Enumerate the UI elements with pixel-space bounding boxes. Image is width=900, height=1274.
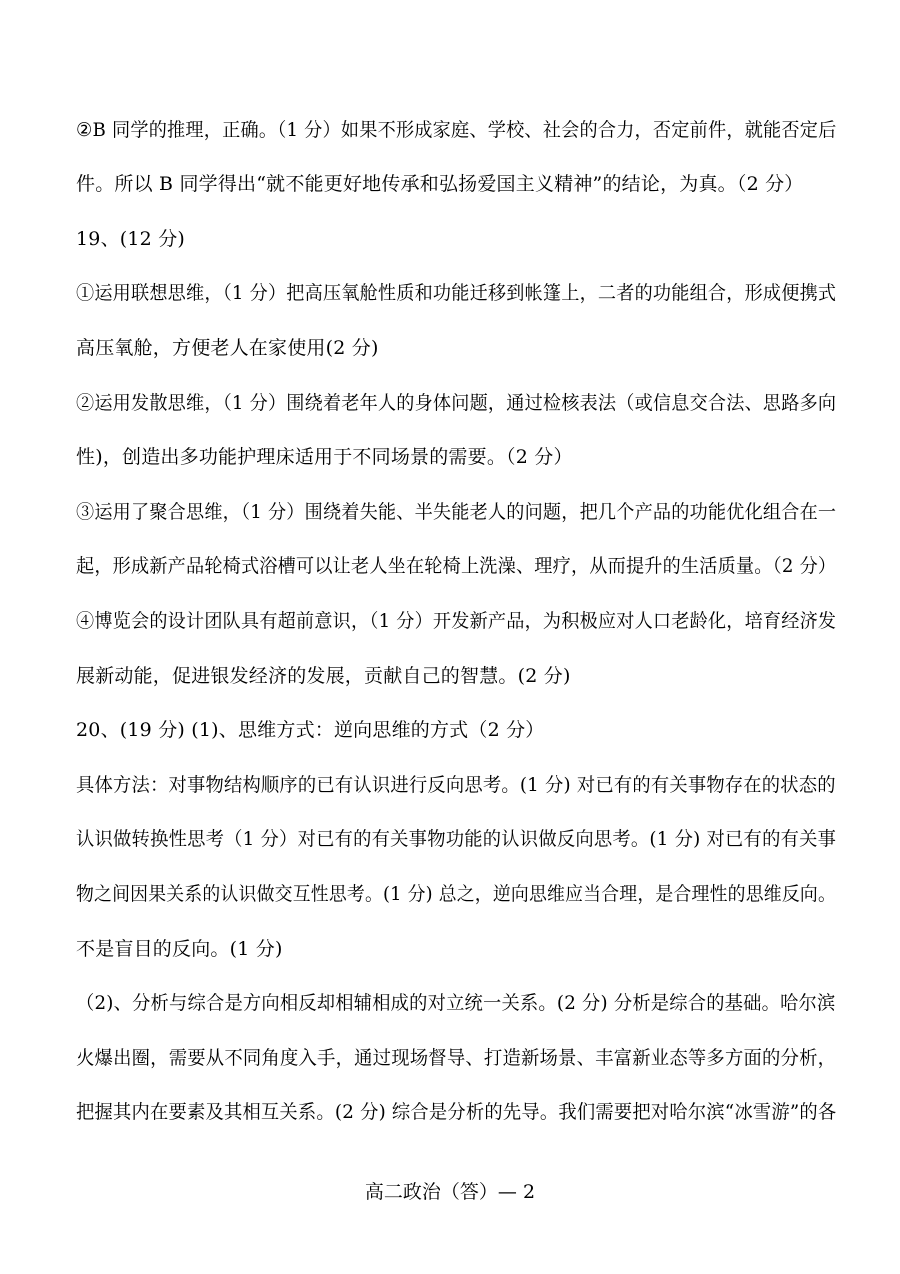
text-line: 件。所以 B 同学得出“就不能更好地传承和弘扬爱国主义精神”的结论，为真。（2 分） [76, 173, 804, 195]
page-footer: 高二政治（答）— 2 [364, 1181, 536, 1203]
text-line: ④博览会的设计团队具有超前意识，（1 分）开发新产品，为积极应对人口老龄化，培育经济发 [76, 610, 837, 632]
text-line: 性)，创造出多功能护理床适用于不同场景的需要。（2 分） [76, 446, 573, 468]
text-line: （2)、分析与综合是方向相反却相辅相成的对立统一关系。(2 分) 分析是综合的基础。哈尔滨 [76, 992, 836, 1014]
text-line: 物之间因果关系的认识做交互性思考。(1 分) 总之，逆向思维应当合理，是合理性的思维反向。 [76, 883, 837, 905]
text-line: 把握其内在要素及其相互关系。(2 分) 综合是分析的先导。我们需要把对哈尔滨“冰雪游”的各 [76, 1101, 837, 1123]
text-line: ①运用联想思维，（1 分）把高压氧舱性质和功能迁移到帐篷上，二者的功能组合，形成便携式 [76, 282, 837, 304]
text-line: 高压氧舱，方便老人在家使用(2 分) [76, 337, 379, 359]
text-line: ③运用了聚合思维，（1 分）围绕着失能、半失能老人的问题，把几个产品的功能优化组合在一 [76, 501, 837, 523]
text-line: 具体方法：对事物结构顺序的已有认识进行反向思考。(1 分) 对已有的有关事物存在的状态的 [76, 774, 836, 796]
text-line: 不是盲目的反向。(1 分) [76, 938, 283, 960]
text-line: 认识做转换性思考（1 分）对已有的有关事物功能的认识做反向思考。(1 分) 对已有的有关事 [76, 828, 837, 850]
text-line: 起，形成新产品轮椅式浴槽可以让老人坐在轮椅上洗澡、理疗，从而提升的生活质量。（2 分） [76, 555, 837, 577]
text-line: ②运用发散思维，（1 分）围绕着老年人的身体问题，通过检核表法（或信息交合法、思路多向 [76, 392, 837, 414]
question-heading: 20、(19 分) (1)、思维方式：逆向思维的方式（2 分） [76, 719, 545, 741]
question-heading: 19、(12 分) [76, 228, 186, 250]
text-line: ②B 同学的推理，正确。（1 分）如果不形成家庭、学校、社会的合力，否定前件，就能否定后 [76, 119, 837, 141]
text-line: 展新动能，促进银发经济的发展，贡献自己的智慧。(2 分) [76, 665, 571, 687]
text-line: 火爆出圈，需要从不同角度入手，通过现场督导、打造新场景、丰富新业态等多方面的分析， [76, 1047, 837, 1069]
